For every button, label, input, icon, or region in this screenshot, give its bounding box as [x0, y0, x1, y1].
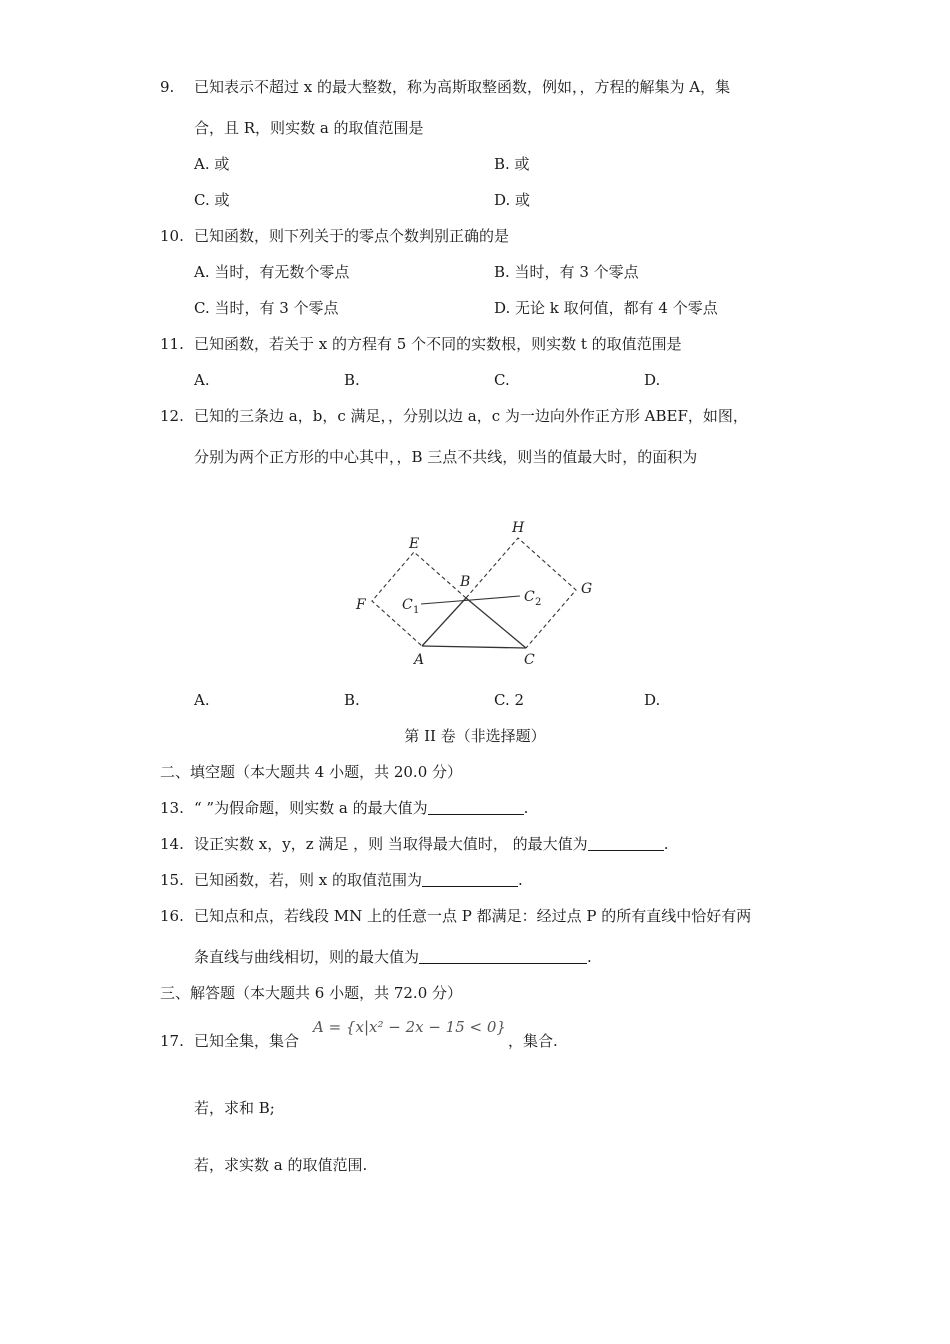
question-text: 设正实数 x，y，z 满足 ，则 当取得最大值时， 的最大值为: [194, 835, 588, 853]
answer-blank[interactable]: [588, 836, 664, 851]
label-c2: C: [524, 589, 535, 605]
label-c1-sub: 1: [413, 605, 420, 616]
option-a[interactable]: A.: [194, 371, 210, 389]
option-a[interactable]: A. 或: [194, 155, 230, 173]
label-b: B: [460, 574, 471, 590]
question-text: “ ”为假命题，则实数 a 的最大值为: [194, 799, 428, 817]
section-heading: 三、解答题（本大题共 6 小题，共 72.0 分）: [160, 984, 463, 1002]
question-text: 已知全集，集合: [194, 1032, 300, 1050]
question-text: 已知函数，若，则 x 的取值范围为: [194, 871, 422, 889]
set-formula: A = {x|x² − 2x − 15 < 0}: [313, 1018, 506, 1036]
question-text: 合，且 R，则实数 a 的取值范围是: [194, 119, 424, 137]
square-bcgh: [466, 538, 576, 648]
question-number: 9.: [160, 78, 175, 96]
question-line: [194, 834, 668, 854]
option-d[interactable]: D.: [644, 691, 661, 709]
question-end: .: [663, 835, 669, 853]
center-segment: [421, 596, 520, 604]
label-a: A: [414, 652, 425, 668]
question-text: 条直线与曲线相切，则的最大值为: [194, 948, 420, 966]
answer-blank[interactable]: [428, 800, 524, 815]
label-e: E: [409, 536, 420, 552]
answer-blank[interactable]: [419, 949, 587, 964]
label-f: F: [356, 597, 366, 613]
question-text: 已知的三条边 a，b，c 满足，，分别以边 a，c 为一边向外作正方形 ABEF，如图，: [194, 407, 748, 425]
label-c1: C: [402, 597, 413, 613]
label-g: G: [581, 581, 593, 597]
question-number: 17.: [160, 1032, 184, 1050]
option-c[interactable]: C. 2: [494, 691, 525, 709]
square-abef: [372, 552, 466, 646]
question-text: 分别为两个正方形的中心其中，，B 三点不共线，则当的值最大时，的面积为: [194, 448, 698, 466]
option-b[interactable]: B. 当时，有 3 个零点: [494, 263, 639, 281]
label-c: C: [524, 652, 535, 668]
option-b[interactable]: B. 或: [494, 155, 530, 173]
question-text: 已知函数，若关于 x 的方程有 5 个不同的实数根，则实数 t 的取值范围是: [194, 335, 682, 353]
question-text: 已知函数，则下列关于的零点个数判别正确的是: [194, 227, 510, 245]
question-line: [194, 870, 523, 890]
question-number: 14.: [160, 835, 184, 853]
option-a[interactable]: A. 当时，有无数个零点: [194, 263, 350, 281]
sub-question: 若，求和 B;: [194, 1099, 275, 1117]
question-number: 11.: [160, 335, 184, 353]
label-c2-sub: 2: [535, 597, 542, 608]
question-number: 16.: [160, 907, 184, 925]
question-end: .: [523, 799, 529, 817]
question-number: 15.: [160, 871, 184, 889]
part-title: 第 II 卷（非选择题）: [404, 727, 546, 745]
option-b[interactable]: B.: [344, 691, 360, 709]
sub-question: 若，求实数 a 的取值范围.: [194, 1156, 368, 1174]
option-b[interactable]: B.: [344, 371, 360, 389]
section-heading: 二、填空题（本大题共 4 小题，共 20.0 分）: [160, 763, 463, 781]
question-number: 13.: [160, 799, 184, 817]
label-h: H: [512, 520, 525, 536]
question-text: ，集合.: [508, 1032, 558, 1050]
question-end: .: [518, 871, 523, 889]
question-end: .: [587, 948, 592, 966]
option-d[interactable]: D.: [644, 371, 661, 389]
answer-blank[interactable]: [422, 872, 518, 887]
option-c[interactable]: C. 或: [194, 191, 230, 209]
option-c[interactable]: C.: [494, 371, 510, 389]
question-line: [194, 947, 592, 967]
triangle-abc: [422, 598, 526, 648]
question-number: 12.: [160, 407, 184, 425]
question-line: [194, 798, 528, 818]
question-number: 10.: [160, 227, 184, 245]
option-d[interactable]: D. 或: [494, 191, 531, 209]
question-text: 已知点和点，若线段 MN 上的任意一点 P 都满足：经过点 P 的所有直线中恰好有两: [194, 907, 752, 925]
option-c[interactable]: C. 当时，有 3 个零点: [194, 299, 339, 317]
option-d[interactable]: D. 无论 k 取何值，都有 4 个零点: [494, 299, 718, 317]
option-a[interactable]: A.: [194, 691, 210, 709]
question-text: 已知表示不超过 x 的最大整数，称为高斯取整函数，例如，，方程的解集为 A，集: [194, 78, 731, 96]
